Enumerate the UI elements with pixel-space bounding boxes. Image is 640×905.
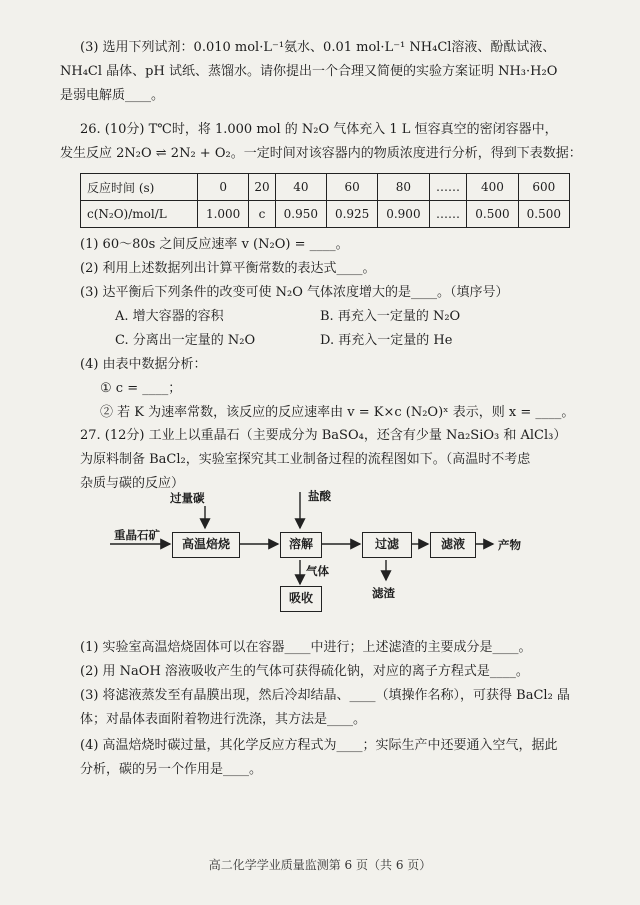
table-cell: 0.925	[326, 201, 377, 228]
q26-option-a: A. 增大容器的容积	[115, 309, 224, 324]
table-cell: 0.500	[467, 201, 518, 228]
q26-sub4-2: ② 若 K 为速率常数，该反应的反应速率由 v = K×c (N₂O)ˣ 表示，则 x = ____。	[100, 405, 575, 420]
table-cell: 80	[378, 174, 429, 201]
table-cell: 0	[198, 174, 249, 201]
label-product: 产物	[498, 538, 521, 552]
q27-line1: 27. (12分) 工业上以重晶石（主要成分为 BaSO₄，还含有少量 Na₂SiO₃ 和 AlCl₃）	[80, 428, 567, 443]
page-footer: 高二化学学业质量监测第 6 页（共 6 页）	[208, 858, 432, 872]
table-header-time: 反应时间 (s)	[81, 174, 198, 201]
q27-sub4a: (4) 高温焙烧时碳过量，其化学反应方程式为____；实际生产中还要通入空气，据此	[80, 738, 558, 753]
label-gas: 气体	[306, 564, 329, 578]
table-cell: c	[249, 201, 275, 228]
q27-sub1: (1) 实验室高温焙烧固体可以在容器____中进行；上述滤渣的主要成分是____。	[80, 640, 532, 655]
q25-3-line3: 是弱电解质____。	[60, 88, 165, 103]
q26-option-b: B. 再充入一定量的 N₂O	[320, 309, 461, 324]
box-filter: 过滤	[362, 532, 412, 558]
label-hydrochloric-acid: 盐酸	[308, 489, 331, 503]
q27-sub3a: (3) 将滤液蒸发至有晶膜出现，然后冷却结晶、____（填操作名称），可获得 BaCl₂ 晶	[80, 688, 570, 703]
label-barite: 重晶石矿	[114, 528, 160, 542]
q27-line2: 为原料制备 BaCl₂，实验室探究其工业制备过程的流程图如下。（高温时不考虑	[80, 452, 531, 467]
q26-line2: 发生反应 2N₂O ⇌ 2N₂ + O₂。一定时间对该容器内的物质浓度进行分析，得到下表数据：	[60, 146, 582, 161]
table-cell: 600	[518, 174, 569, 201]
box-high-temp-roast: 高温焙烧	[172, 532, 240, 558]
q25-3-line1: (3) 选用下列试剂：0.010 mol·L⁻¹氨水、0.01 mol·L⁻¹ NH₄Cl溶液、酚酞试液、	[80, 40, 556, 55]
table-cell: 40	[275, 174, 326, 201]
q26-option-d: D. 再充入一定量的 He	[320, 333, 453, 348]
q27-sub2: (2) 用 NaOH 溶液吸收产生的气体可获得硫化钠，对应的离子方程式是____。	[80, 664, 529, 679]
q26-sub2: (2) 利用上述数据列出计算平衡常数的表达式____。	[80, 261, 376, 276]
q26-line1: 26. (10分) T℃时，将 1.000 mol 的 N₂O 气体充入 1 L 恒容真空的密闭容器中，	[80, 122, 558, 137]
table-header-conc: c(N₂O)/mol/L	[81, 201, 198, 228]
q26-sub4-1: ① c = ____；	[100, 381, 182, 396]
q27-sub3b: 体；对晶体表面附着物进行洗涤，其方法是____。	[80, 712, 367, 727]
q26-sub3: (3) 达平衡后下列条件的改变可使 N₂O 气体浓度增大的是____。（填序号）	[80, 285, 509, 300]
table-cell: 0.950	[275, 201, 326, 228]
table-cell: 0.500	[518, 201, 569, 228]
table-cell: 60	[326, 174, 377, 201]
table-cell: 400	[467, 174, 518, 201]
q26-option-c: C. 分离出一定量的 N₂O	[115, 333, 256, 348]
table-cell: 0.900	[378, 201, 429, 228]
table-cell: ……	[429, 174, 467, 201]
q26-sub1: (1) 60～80s 之间反应速率 v (N₂O) = ____。	[80, 237, 349, 252]
q27-line3: 杂质与碳的反应）	[80, 476, 185, 491]
q25-3-line2: NH₄Cl 晶体、pH 试纸、蒸馏水。请你提出一个合理又简便的实验方案证明 NH₃·H₂O	[60, 64, 558, 79]
label-excess-carbon: 过量碳	[170, 491, 205, 505]
box-dissolve: 溶解	[280, 532, 322, 558]
box-absorb: 吸收	[280, 586, 322, 612]
q27-sub4b: 分析，碳的另一个作用是____。	[80, 762, 263, 777]
table-cell: 20	[249, 174, 275, 201]
table-cell: ……	[429, 201, 467, 228]
table-cell: 1.000	[198, 201, 249, 228]
box-filtrate: 滤液	[430, 532, 476, 558]
q26-sub4: (4) 由表中数据分析：	[80, 357, 207, 372]
label-residue: 滤渣	[372, 586, 395, 600]
